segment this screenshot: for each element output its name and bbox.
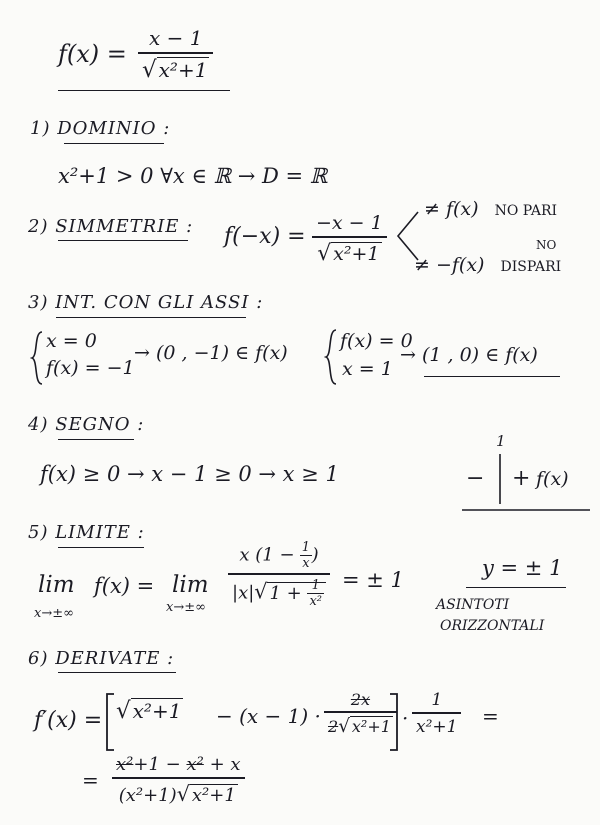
sqrt-icon: √ — [338, 716, 350, 737]
function-lhs: f(x) = — [58, 40, 127, 68]
symmetry-fraction — [312, 212, 387, 266]
asymptote-equation: y = ± 1 — [482, 556, 563, 580]
function-denominator: x²+1 — [158, 58, 208, 82]
system-a-line2: f(x) = −1 — [46, 357, 135, 379]
symmetry-denominator: x²+1 — [333, 243, 380, 265]
symmetry-case-odd: ≠ −f(x) DISPARI — [414, 254, 562, 276]
section-sign-heading: 4) SEGNO : — [28, 414, 145, 435]
limit-denominator: |x|√ 1 + $\frac{1}{\text{x²}}$ — [228, 575, 330, 609]
section-derivative-heading: 6) DERIVATE : — [28, 648, 175, 669]
system-a-result: → (0 , −1) ∈ f(x) — [134, 342, 288, 364]
symmetry-lhs: f(−x) = — [224, 224, 306, 249]
not-odd-no: NO — [536, 238, 557, 252]
limit-underline — [58, 547, 144, 548]
sqrt-icon: √ — [176, 782, 190, 806]
symmetry-underline — [58, 240, 188, 241]
derivative-result-fraction — [112, 754, 245, 806]
system-a-line1: x = 0 — [46, 330, 97, 352]
limit-lim2: lim — [172, 572, 209, 598]
derivative-equals: = — [482, 704, 499, 728]
right-bracket-icon — [388, 692, 400, 752]
section-domain-heading: 1) DOMINIO : — [30, 118, 171, 139]
asymptote-note1: ASINTOTI — [436, 597, 510, 613]
derivative-term2: − (x − 1) · — [216, 704, 321, 728]
symmetry-numerator: −x − 1 — [316, 212, 383, 234]
derivative-underline — [58, 672, 176, 673]
sign-fx: f(x) — [536, 468, 569, 490]
section-intersections-heading: 3) INT. CON GLI ASSI : — [28, 292, 264, 313]
sqrt-icon: √ — [254, 579, 268, 604]
derivative-term1: √ x²+1 — [116, 698, 182, 724]
system-b-line1: f(x) = 0 — [340, 330, 413, 352]
left-bracket-icon — [104, 692, 116, 752]
derivative-inner-fraction: 2x 2√ x²+1 — [324, 690, 397, 737]
derivative-equals-2: = — [82, 768, 99, 792]
section-symmetry-heading: 2) SIMMETRIE : — [28, 216, 194, 237]
asymptote-note2: ORIZZONTALI — [440, 618, 545, 634]
limit-sub2: x→±∞ — [166, 600, 206, 615]
sqrt-icon: √ — [317, 241, 332, 266]
sign-underline — [58, 439, 134, 440]
sign-minus: − — [466, 466, 485, 491]
symmetry-case-even: ≠ f(x) NO PARI — [424, 198, 558, 220]
derivative-result-numerator: x²+1 − x² + x — [116, 754, 241, 775]
derivative-result-denominator: (x²+1)√ x²+1 — [118, 782, 236, 806]
limit-fraction — [228, 540, 330, 609]
limit-mid: f(x) = — [94, 574, 155, 598]
cancelled-factor: 2x — [350, 690, 371, 709]
system-brace-icon — [30, 330, 44, 386]
title-underline — [58, 90, 230, 91]
not-even-note: NO PARI — [494, 203, 558, 219]
limit-lim1: lim — [38, 572, 75, 598]
domain-body: x²+1 > 0 ∀x ∈ ℝ → D = ℝ — [58, 164, 328, 188]
system-brace-icon-2 — [324, 328, 338, 386]
result-underline — [424, 376, 560, 377]
system-b-result: → (1 , 0) ∈ f(x) — [400, 344, 538, 366]
sign-plus: + — [512, 466, 531, 491]
system-b-line2: x = 1 — [342, 358, 393, 380]
function-title — [58, 40, 127, 68]
limit-sub1: x→±∞ — [34, 606, 74, 621]
derivative-lhs: f′(x) = — [34, 708, 103, 733]
not-odd-note: DISPARI — [500, 259, 562, 275]
asymptote-underline — [466, 587, 566, 588]
sign-body: f(x) ≥ 0 → x − 1 ≥ 0 → x ≥ 1 — [40, 462, 339, 486]
function-numerator: x − 1 — [148, 26, 203, 50]
sqrt-icon: √ — [142, 57, 157, 83]
sign-tick-label: 1 — [496, 432, 506, 450]
derivative-multiplier: 1 x²+1 — [412, 690, 461, 737]
derivative-dot: · — [402, 706, 409, 730]
sqrt-icon: √ — [116, 698, 131, 724]
intersections-underline — [56, 317, 246, 318]
limit-numerator: x (1 − $\frac{1}{x}$ ) — [239, 540, 319, 571]
limit-result: = ± 1 — [342, 568, 404, 592]
function-fraction — [138, 26, 213, 83]
domain-underline — [64, 143, 164, 144]
section-limit-heading: 5) LIMITE : — [28, 522, 145, 543]
